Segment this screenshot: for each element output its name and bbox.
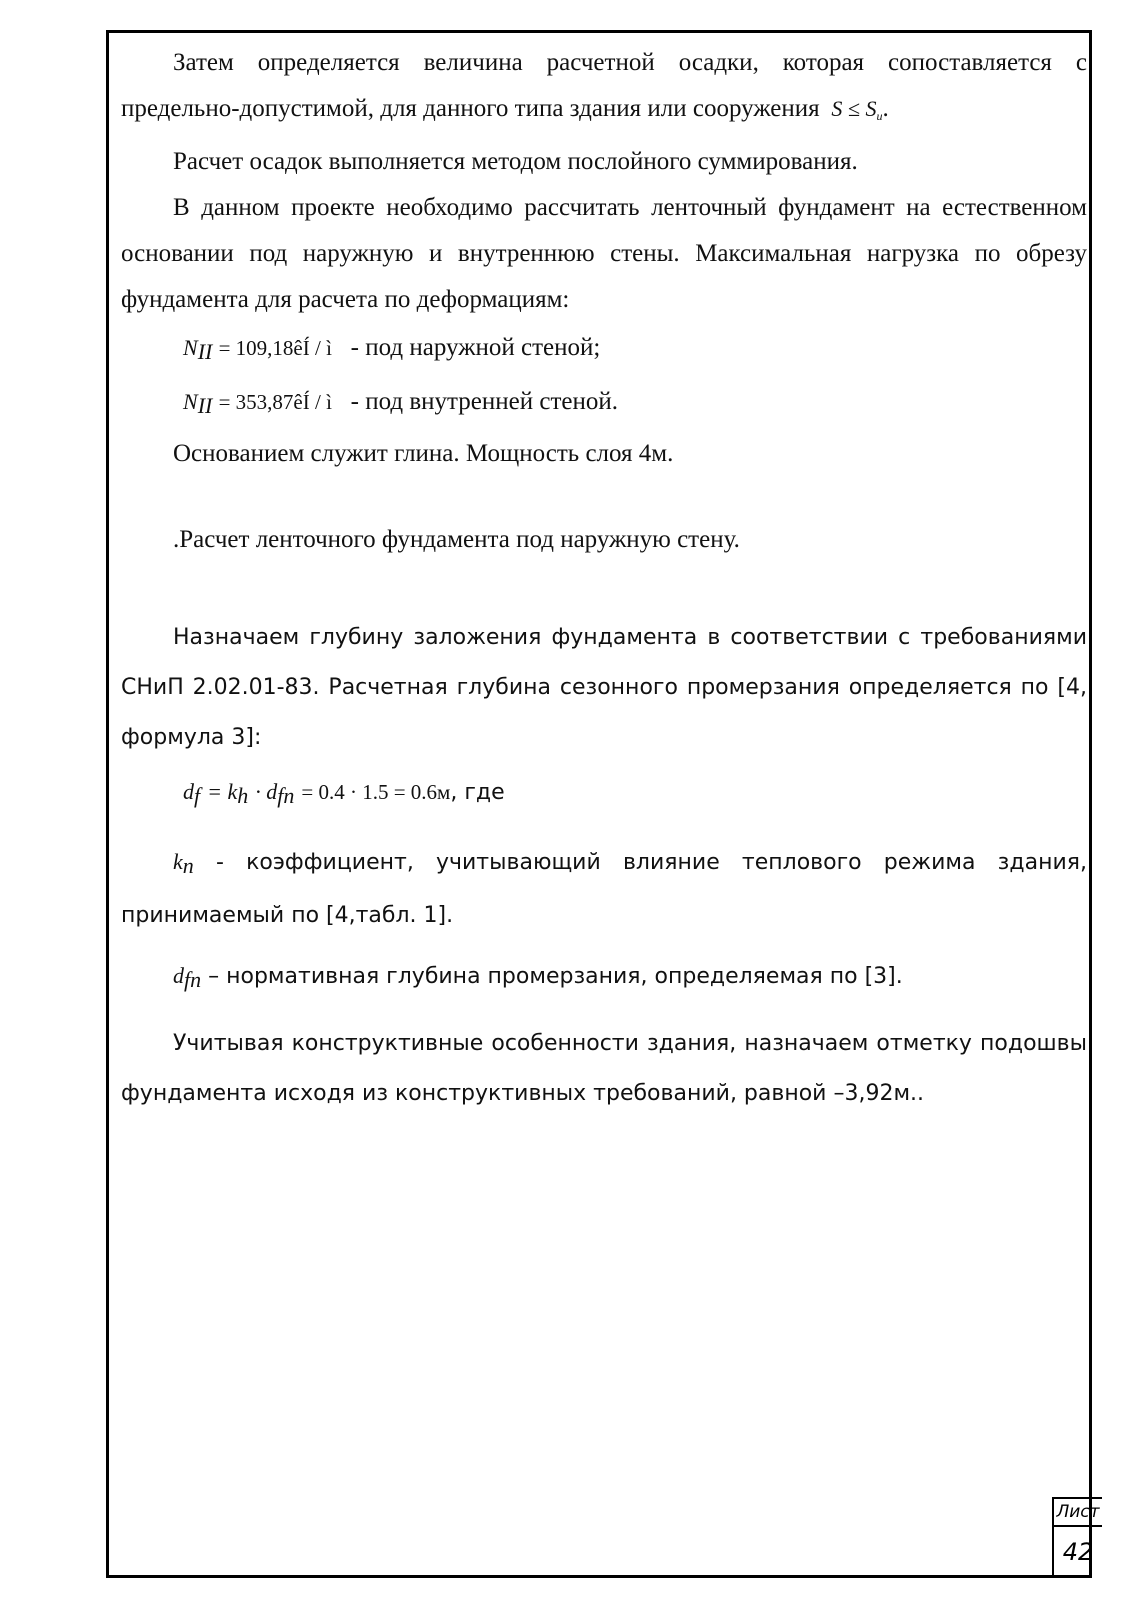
sheet-number: 42 xyxy=(1062,1538,1094,1566)
paragraph-method: Расчет осадок выполняется методом послойного суммирования. xyxy=(173,148,858,175)
sheet-label: Лист xyxy=(1054,1499,1102,1527)
paragraph-settlement: Затем определяется величина расчетной осадки, которая сопоставляется с предельно-допустимой, для данного типа здания или сооружения $S \le S_u$. xyxy=(121,49,1087,123)
paragraph-soil: Основанием служит глина. Мощность слоя 4м. xyxy=(173,440,674,467)
load-formula-outer: $N_{II}$ = 109,18êÍ / ì - под наружной стеной; xyxy=(183,334,601,364)
paragraph-depth: Назначаем глубину заложения фундамента в соответствии с требованиями СНиП 2.02.01-83. Расчетная глубина сезонного промерзания определяется по [4, формула 3]: xyxy=(121,625,1087,750)
load-formula-inner: $N_{II}$ = 353,87êÍ / ì - под внутренней стеной. xyxy=(183,388,618,418)
paragraph-normative-depth: $d_{fn}$ – нормативная глубина промерзания, определяемая по [3]. xyxy=(173,963,903,992)
freezing-depth-formula: $d_f = k_h \cdot d_{fn} = 0.4 \cdot 1.5 = 0.6м$, где xyxy=(183,779,505,808)
sheet-number-stamp xyxy=(1052,1497,1102,1578)
paragraph-base-mark: Учитывая конструктивные особенности здания, назначаем отметку подошвы фундамента исходя из конструктивных требований, равной –3,92м.. xyxy=(121,1031,1087,1106)
document-body xyxy=(121,40,1087,1119)
paragraph-project: В данном проекте необходимо рассчитать ленточный фундамент на естественном основании под наружную и внутреннюю стены. Максимальная нагрузка по обрезу фундамента для расчета по деформациям: xyxy=(121,194,1087,313)
section-heading: .Расчет ленточного фундамента под наружную стену. xyxy=(173,526,740,553)
settlement-formula: $S \le S_u$ xyxy=(831,96,883,123)
paragraph-coefficient: $k_n$ - коэффициент, учитывающий влияние теплового режима здания, принимаемый по [4,табл. 1]. xyxy=(121,849,1087,928)
